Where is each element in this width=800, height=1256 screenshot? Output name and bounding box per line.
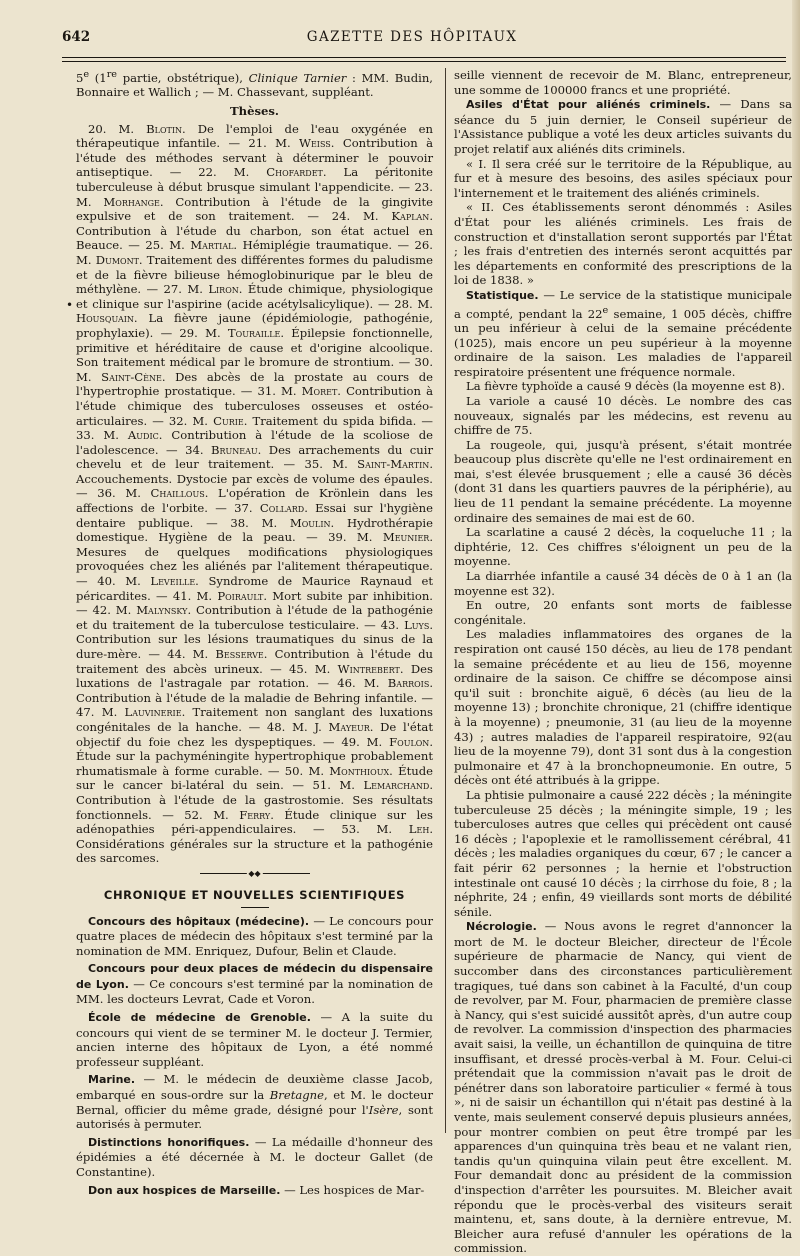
superscript: e	[83, 69, 90, 80]
run-in-heading: Statistique.	[466, 288, 539, 302]
text-run: . De l'emploi de l'eau oxygénée en thérapeutique infantile. — 21. M.	[76, 121, 433, 151]
header-rule-double	[62, 61, 786, 62]
run-in-heading: Distinctions honorifiques.	[88, 1135, 250, 1149]
text-run: seille viennent de recevoir de M. Blanc, entrepreneur, une somme de 100000 francs et une propriété.	[454, 68, 792, 97]
text-run: La scarlatine a causé 2 décès, la coqueluche 11 ; la diphtérie, 12. Ces chiffres s'éloignent un peu de la moyenne.	[454, 525, 792, 569]
news-paragraph	[454, 525, 792, 569]
news-paragraph	[454, 598, 792, 627]
text-run: . Des luxations de l'astragale par rotation. — 46. M.	[76, 661, 433, 691]
text-run: . Mesures de quelques modifications physiologiques provoquées chez les aliénés par l'alitement thérapeutique. — 40. M.	[76, 530, 433, 589]
text-run: . Contribution à l'étude du traitement des abcès urineux. — 45. M.	[76, 647, 434, 676]
text-run: . Traitement des différentes formes du paludisme et de la fièvre bilieuse hémoglobinurique par le bleu de méthylène. — 27. M.	[76, 252, 433, 297]
author-name: Saint-Martin	[357, 457, 430, 472]
text-run: . Hémiplégie traumatique. — 26. M.	[76, 238, 433, 267]
author-name: Besserve	[215, 647, 264, 662]
news-paragraph	[76, 961, 433, 1007]
run-in-heading: Concours des hôpitaux (médecine).	[88, 914, 310, 928]
italic-text: Isère	[368, 1102, 399, 1117]
left-column	[76, 68, 433, 1201]
text-run: . La péritonite tuberculeuse à début brusque simulant l'appendicite. — 23. M.	[76, 165, 433, 209]
text-run: . Considérations générales sur la structure et la pathogénie des sarcomes.	[76, 822, 433, 866]
text-run: — Le concours pour quatre places de médecin des hôpitaux s'est terminé par la nomination de MM. Enriquez, Dufour, Belin et Claude.	[76, 913, 433, 958]
author-name: Meunier	[382, 530, 430, 545]
news-paragraph	[454, 200, 792, 288]
text-run: La phtisie pulmonaire a causé 222 décès ; la méningite tuberculeuse 25 décès ; la méningite simple, 19 ; les tuberculoses autres que celles qui précèdent ont causé 16 décès ; l'apoplexie et le ramollissement cérébral, 41 décès ; les maladies organiques du cœur, 67 ; le cancer a fait périr 62 personnes ; la hernie et l'obstruction intestinale ont causé 10 décès ; la cirrhose du foie, 8 ; la néphrite, 24 ; enfin, 49 vieillards sont morts de débilité sénile.	[454, 787, 792, 919]
text-run: — Les hospices de Mar-	[280, 1182, 425, 1197]
author-name: Saint-Cène	[101, 369, 162, 384]
text-run: . Étude clinique sur les adénopathies péri-appendiculaires. — 53. M.	[76, 807, 433, 837]
section-heading: CHRONIQUE ET NOUVELLES SCIENTIFIQUES	[103, 887, 406, 902]
news-paragraph	[454, 569, 792, 598]
exam-intro-paragraph	[76, 68, 433, 100]
text-run: , et M. le docteur Bernal, officier du même grade, désigné pour l'	[76, 1088, 433, 1117]
text-run: (1	[89, 70, 107, 85]
author-name: Touraille	[227, 325, 281, 340]
text-run: La variole a causé 10 décès. Le nombre des cas nouveaux, signalés par les médecins, est revenu au chiffre de 75.	[454, 393, 792, 438]
news-paragraph	[454, 627, 792, 788]
news-items	[76, 914, 433, 1199]
news-paragraph	[454, 379, 792, 394]
text-run: . Étude chimique, physiologique et clinique sur l'aspirine (acide acétylsalicylique). — 28. M.	[76, 282, 433, 311]
news-paragraph	[454, 919, 792, 1256]
run-in-heading: Marine.	[88, 1073, 136, 1087]
news-paragraph	[454, 157, 792, 201]
text-run: — Nous avons le regret d'annoncer la mort de M. le docteur Bleicher, directeur de l'École supérieure de pharmacie de Nancy, qui vient de succomber dans des circonstances particulièrement tragiques, tué dans son cabinet à la Faculté, d'un coup de revolver, par M. Four, pharmacien de première classe à Nancy, qui s'est suicidé aussitôt après, d'un autre coup de revolver. La commission d'inspection des pharmacies avait saisi, la veille, un échantillon de quinquina de titre insuffisant, et dressé procès-verbal à M. Four. Celui-ci prétendait que la commission n'avait pas le droit de pénétrer dans son laboratoire particulier « fermé à tous », ni de saisir un échantillon qui n'était pas destiné à la vente, mais seulement conservé depuis plusieurs années, pour montrer combien on peut être trompé par les apparences d'un quinquina très beau et ne valant rien, tandis qu'un quinquina vilain peut être excellent. M. Four demandait donc au président de la commission d'inspection d'arrêter les poursuites. M. Bleicher avait répondu que le procès-verbal des visiteurs serait maintenu, et, sans doute, à la dernière entrevue, M. Bleicher aura refusé d'annuler les opérations de la commission.	[454, 919, 792, 1256]
author-name: Lemarchand	[363, 778, 430, 793]
author-name: Audic	[127, 428, 159, 443]
news-paragraph	[76, 914, 433, 959]
text-run: — Ce concours s'est terminé par la nomination de MM. les docteurs Levrat, Cade et Voron.	[76, 976, 434, 1007]
theses-heading: Thèses.	[230, 104, 279, 119]
author-name: Wintrebert	[337, 661, 400, 676]
text-run: semaine, 1 005 décès, chiffre un peu inférieur à celui de la semaine précédente (1025), mais encore un peu supérieur à la moyenne ordinaire de la saison. Les maladies de l'appareil respiratoire présentent une fréquence normale.	[454, 306, 792, 379]
theses-list-paragraph	[76, 122, 433, 866]
news-paragraph	[454, 288, 792, 379]
news-paragraph	[76, 1183, 433, 1199]
text-run: — M. le médecin de deuxième classe Jacob, embarqué en sous-ordre sur la	[76, 1072, 433, 1103]
author-name: Monthioux	[329, 763, 390, 778]
text-run: . Étude sur la pachyméningite hypertrophique probablement rhumatismale à forme curable. — 50. M.	[76, 734, 433, 778]
author-name: Poirault	[217, 588, 264, 603]
text-run: . Contribution à l'étude chimique des tuberculoses osseuses et ostéo-articulaires. — 32. M.	[76, 384, 433, 428]
author-name: Luys	[404, 617, 430, 632]
text-run: . Syndrome de Maurice Raynaud et péricardites. — 41. M.	[76, 574, 433, 603]
text-run: . La fièvre jaune (épidémiologie, pathogénie, prophylaxie). — 29. M.	[76, 311, 433, 340]
text-run: — A la suite du concours qui vient de se terminer M. le docteur J. Termier, ancien interne des hôpitaux de Lyon, a été nommé professeur suppléant.	[76, 1010, 433, 1069]
author-name: Moret	[301, 384, 338, 399]
text-run: . Mort subite par inhibition. — 42. M.	[76, 588, 433, 618]
text-run: 5	[76, 70, 84, 85]
page-header	[62, 24, 782, 50]
author-name: Dumont	[95, 252, 139, 267]
run-in-heading: Nécrologie.	[466, 920, 537, 934]
italic-text: Bretagne	[269, 1088, 325, 1103]
text-run: 20. M.	[88, 121, 147, 136]
text-run: . Accouchements. Dystocie par excès de volume des épaules. — 36. M.	[76, 457, 433, 501]
text-run: La diarrhée infantile a causé 34 décès de 0 à 1 an (la moyenne est 32).	[454, 569, 792, 598]
news-paragraph	[454, 788, 792, 919]
margin-bullet: •	[66, 298, 74, 312]
author-name: Housquain	[76, 311, 134, 326]
journal-title: GAZETTE DES HÔPITAUX	[306, 29, 518, 45]
right-column	[454, 68, 792, 1256]
text-run: . Épilepsie fonctionnelle, primitive et héréditaire de cause et d'origine alcoolique. Son traitement médical par le bromure de strontium. — 30. M.	[76, 325, 433, 384]
text-run: . Contribution à l'étude de la maladie de Behring infantile. — 47. M.	[76, 676, 433, 720]
text-run: Les maladies inflammatoires des organes de la respiration ont causé 150 décès, au lieu de 178 pendant la semaine précédente et au lieu de 156, moyenne ordinaire de la saison. Ce chiffre se décompose ainsi qu'il suit : bronchite aiguë, 6 décès (au lieu de la moyenne 13) ; bronchite chronique, 21 (chiffre identique à la moyenne) ; pneumonie, 31 (au lieu de la moyenne 43) ; autres maladies de l'appareil respiratoire, 92(au lieu de la moyenne 79), dont 31 sont dus à la congestion pulmonaire et 47 à la bronchopneumonie. En outre, 5 décès ont été attribués à la grippe.	[454, 627, 792, 788]
text-run: La fièvre typhoïde a causé 9 décès (la moyenne est 8).	[466, 379, 786, 394]
superscript: e	[602, 304, 609, 316]
section-divider: ◆◆	[200, 873, 310, 880]
author-name: Liron	[208, 282, 239, 297]
text-run: . Essai sur l'hygiène dentaire publique. — 38. M.	[76, 501, 433, 530]
text-run: . Hydrothérapie domestique. Hygiène de la peau. — 39. M.	[76, 515, 433, 545]
text-run: — La médaille d'honneur des épidémies a été décernée à M. le docteur Gallet (de Constantine).	[76, 1134, 433, 1180]
column-divider	[445, 68, 446, 1133]
text-run: : MM. Budin, Bonnaire et Wallich ; — M. Chassevant, suppléant.	[76, 70, 433, 100]
text-run: . Contribution à l'étude de la gastrostomie. Ses résultats fonctionnels. — 52. M.	[76, 778, 433, 822]
run-in-heading: Concours pour deux places de médecin du dispensaire de Lyon.	[76, 962, 433, 991]
author-name: Foulon	[389, 734, 430, 749]
news-paragraph	[454, 97, 792, 156]
section-heading-rule	[241, 907, 269, 908]
run-in-heading: Asiles d'État pour aliénés criminels.	[466, 98, 711, 112]
text-run: . Contribution à l'étude du charbon, son état actuel en Beauce. — 25. M.	[76, 209, 433, 253]
author-name: Barrois	[387, 676, 430, 691]
text-run: partie, obstétrique),	[117, 70, 249, 85]
author-name: Chaillous	[150, 486, 205, 501]
text-run: , sont autorisés à permuter.	[76, 1102, 433, 1132]
text-run: . Contribution à l'étude des méthodes servant à déterminer le pouvoir antiseptique. — 22. M.	[76, 136, 433, 180]
author-name: Mayeur	[328, 719, 370, 734]
news-paragraph	[76, 1010, 433, 1069]
text-run: « II. Ces établissements seront dénommés : Asiles d'État pour les aliénés criminels. Les frais de construction et d'installation seront supportés par l'État ; les frais d'entretien des internés seront acquittés par les départements en conformité des prescriptions de la loi de 1838. »	[454, 200, 792, 288]
author-name: Ferry	[239, 807, 271, 822]
author-name: Collard	[259, 501, 305, 516]
text-run: — Le service de la statistique municipale a compté, pendant la 22	[454, 287, 792, 321]
author-name: Lauvinerie	[124, 705, 182, 720]
text-run: En outre, 20 enfants sont morts de faiblesse congénitale.	[454, 598, 792, 627]
text-run: . Contribution à l'étude de la gingivite expulsive et de son traitement. — 24. M.	[76, 194, 433, 224]
text-run: La rougeole, qui, jusqu'à présent, s'était montrée beaucoup plus discrète qu'elle ne l'est ordinairement en mai, s'est élevée brusquement ; elle a causé 36 décès (dont 31 dans les quartiers pauvres de la périphérie), au lieu de 11 pendant la semaine précédente. La moyenne ordinaire des semaines de mai est de 60.	[454, 437, 792, 525]
run-in-heading: Don aux hospices de Marseille.	[88, 1183, 281, 1197]
text-run: — Dans sa séance du 5 juin dernier, le Conseil supérieur de l'Assistance publique a voté les deux articles suivants du projet relatif aux aliénés dits criminels.	[454, 97, 792, 156]
text-run: . L'opération de Krönlein dans les affections de l'orbite. — 37.	[76, 486, 433, 516]
author-name: Weiss	[299, 136, 331, 151]
run-in-heading: École de médecine de Grenoble.	[88, 1011, 311, 1025]
author-name: Malynsky	[136, 603, 188, 618]
news-paragraph	[76, 1135, 433, 1180]
author-name: Leh	[408, 822, 430, 837]
author-name: Martial	[190, 238, 234, 253]
text-run: . Étude sur le cancer bi-latéral du sein. — 51. M.	[76, 763, 433, 793]
italic-text: Clinique Tarnier	[248, 70, 347, 85]
page-number: 642	[62, 29, 91, 45]
author-name: Bruneau	[210, 442, 258, 457]
superscript: re	[106, 69, 118, 80]
news-paragraph	[454, 68, 792, 97]
page-edge	[792, 0, 800, 1139]
author-name: Chofardet	[266, 165, 323, 180]
author-name: Leveille	[150, 574, 196, 589]
news-paragraph	[454, 438, 792, 526]
news-paragraph	[76, 1072, 433, 1131]
header-rule	[62, 57, 786, 58]
text-run: . Traitement du spida bifida. — 33. M.	[76, 413, 433, 443]
text-run: . De l'état objectif du foie chez les dyspeptiques. — 49. M.	[76, 719, 433, 749]
text-run: . Contribution à l'étude de la pathogénie et du traitement de la tuberculose testiculaire. — 43.	[76, 603, 433, 632]
text-run: . Contribution à l'étude de la scoliose de l'adolescence. — 34.	[76, 428, 433, 457]
text-run: . Des abcès de la prostate au cours de l'hypertrophie prostatique. — 31. M.	[76, 369, 433, 399]
news-paragraph	[454, 394, 792, 438]
text-run: . Des arrachements du cuir chevelu et de leur traitement. — 35. M.	[76, 442, 433, 472]
text-run: . Traitement non sanglant des luxations congénitales de la hanche. — 48. M. J.	[76, 705, 433, 734]
author-name: Morhange	[103, 194, 160, 209]
author-name: Blotin	[146, 121, 182, 136]
text-run: . Contribution sur les lésions traumatiques du sinus de la dure-mère. — 44. M.	[76, 617, 433, 662]
text-run: « I. Il sera créé sur le territoire de la République, au fur et à mesure des besoins, des asiles spéciaux pour l'internement et le traitement des aliénés criminels.	[454, 156, 792, 200]
author-name: Kaplan	[391, 209, 430, 224]
author-name: Moulin	[289, 515, 331, 530]
author-name: Curie	[213, 413, 244, 428]
